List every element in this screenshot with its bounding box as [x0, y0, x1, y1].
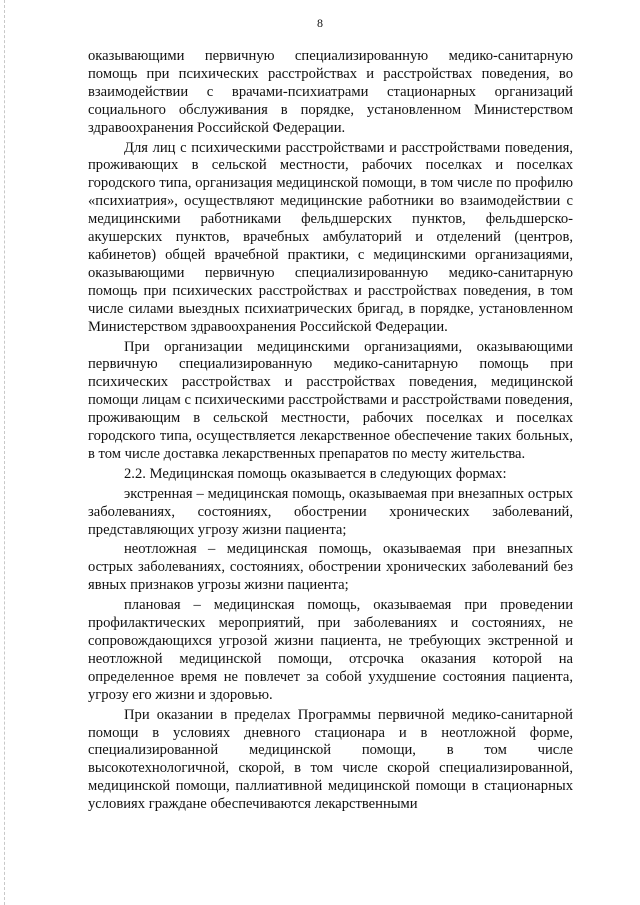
document-body	[88, 48, 573, 816]
list-item-planned: плановая – медицинская помощь, оказываемая при проведении профилактических мероприятий, при заболеваниях и состояниях, не сопровождающихся угрозой жизни пациента, не требующих экстренной и неотложной медицинской помощи, отсрочка оказания которой на определенное время не повлечет за собой ухудшение состояния пациента, угрозу его жизни и здоровью.	[88, 597, 573, 703]
scan-edge	[4, 0, 6, 905]
section-heading: 2.2. Медицинская помощь оказывается в следующих формах:	[124, 465, 507, 482]
list-item-emergency: экстренная – медицинская помощь, оказываемая при внезапных острых заболеваниях, состояниях, обострении хронических заболеваний, представляющих угрозу жизни пациента;	[88, 485, 573, 538]
paragraph: Для лиц с психическими расстройствами и расстройствами поведения, проживающих в сельской местности, рабочих поселках и поселках городского типа, организация медицинской помощи, в том числе по профилю «психиатрия», осуществляют медицинские работники во взаимодействии с медицинскими работниками фельдшерских пунктов, фельдшерско-акушерских пунктов, врачебных амбулаторий и отделений (центров, кабинетов) общей врачебной практики, с медицинскими организациями, оказывающими первичную специализированную медико-санитарную помощь при психических расстройствах и расстройствах поведения, в том числе силами выездных психиатрических бригад, в порядке, установленном Министерством здравоохранения Российской Федерации.	[88, 139, 573, 335]
paragraph: При организации медицинскими организациями, оказывающими первичную специализированную медико-санитарную помощь при психических расстройствах и расстройствах поведения, медицинской помощи лицам с психическими расстройствами и расстройствами поведения, проживающим в сельской местности, рабочих поселках и поселках городского типа, осуществляется лекарственное обеспечение таких больных, в том числе доставка лекарственных препаратов по месту жительства.	[88, 338, 573, 462]
list-item-urgent: неотложная – медицинская помощь, оказываемая при внезапных острых заболеваниях, состояниях, обострении хронических заболеваний без явных признаков угрозы жизни пациента;	[88, 541, 573, 594]
paragraph: При оказании в пределах Программы первичной медико-санитарной помощи в условиях дневного стационара и в неотложной форме, специализированной медицинской помощи, в том числе высокотехнологичной, скорой, в том числе скорой специализированной, медицинской помощи, паллиативной медицинской помощи в стационарных условиях граждане обеспечиваются лекарственными	[88, 706, 573, 813]
page-number: 8	[317, 16, 323, 30]
paragraph: оказывающими первичную специализированную медико-санитарную помощь при психических расстройствах и расстройствах поведения, во взаимодействии с врачами-психиатрами стационарных организаций социального обслуживания в порядке, установленном Министерством здравоохранения Российской Федерации.	[88, 48, 573, 136]
